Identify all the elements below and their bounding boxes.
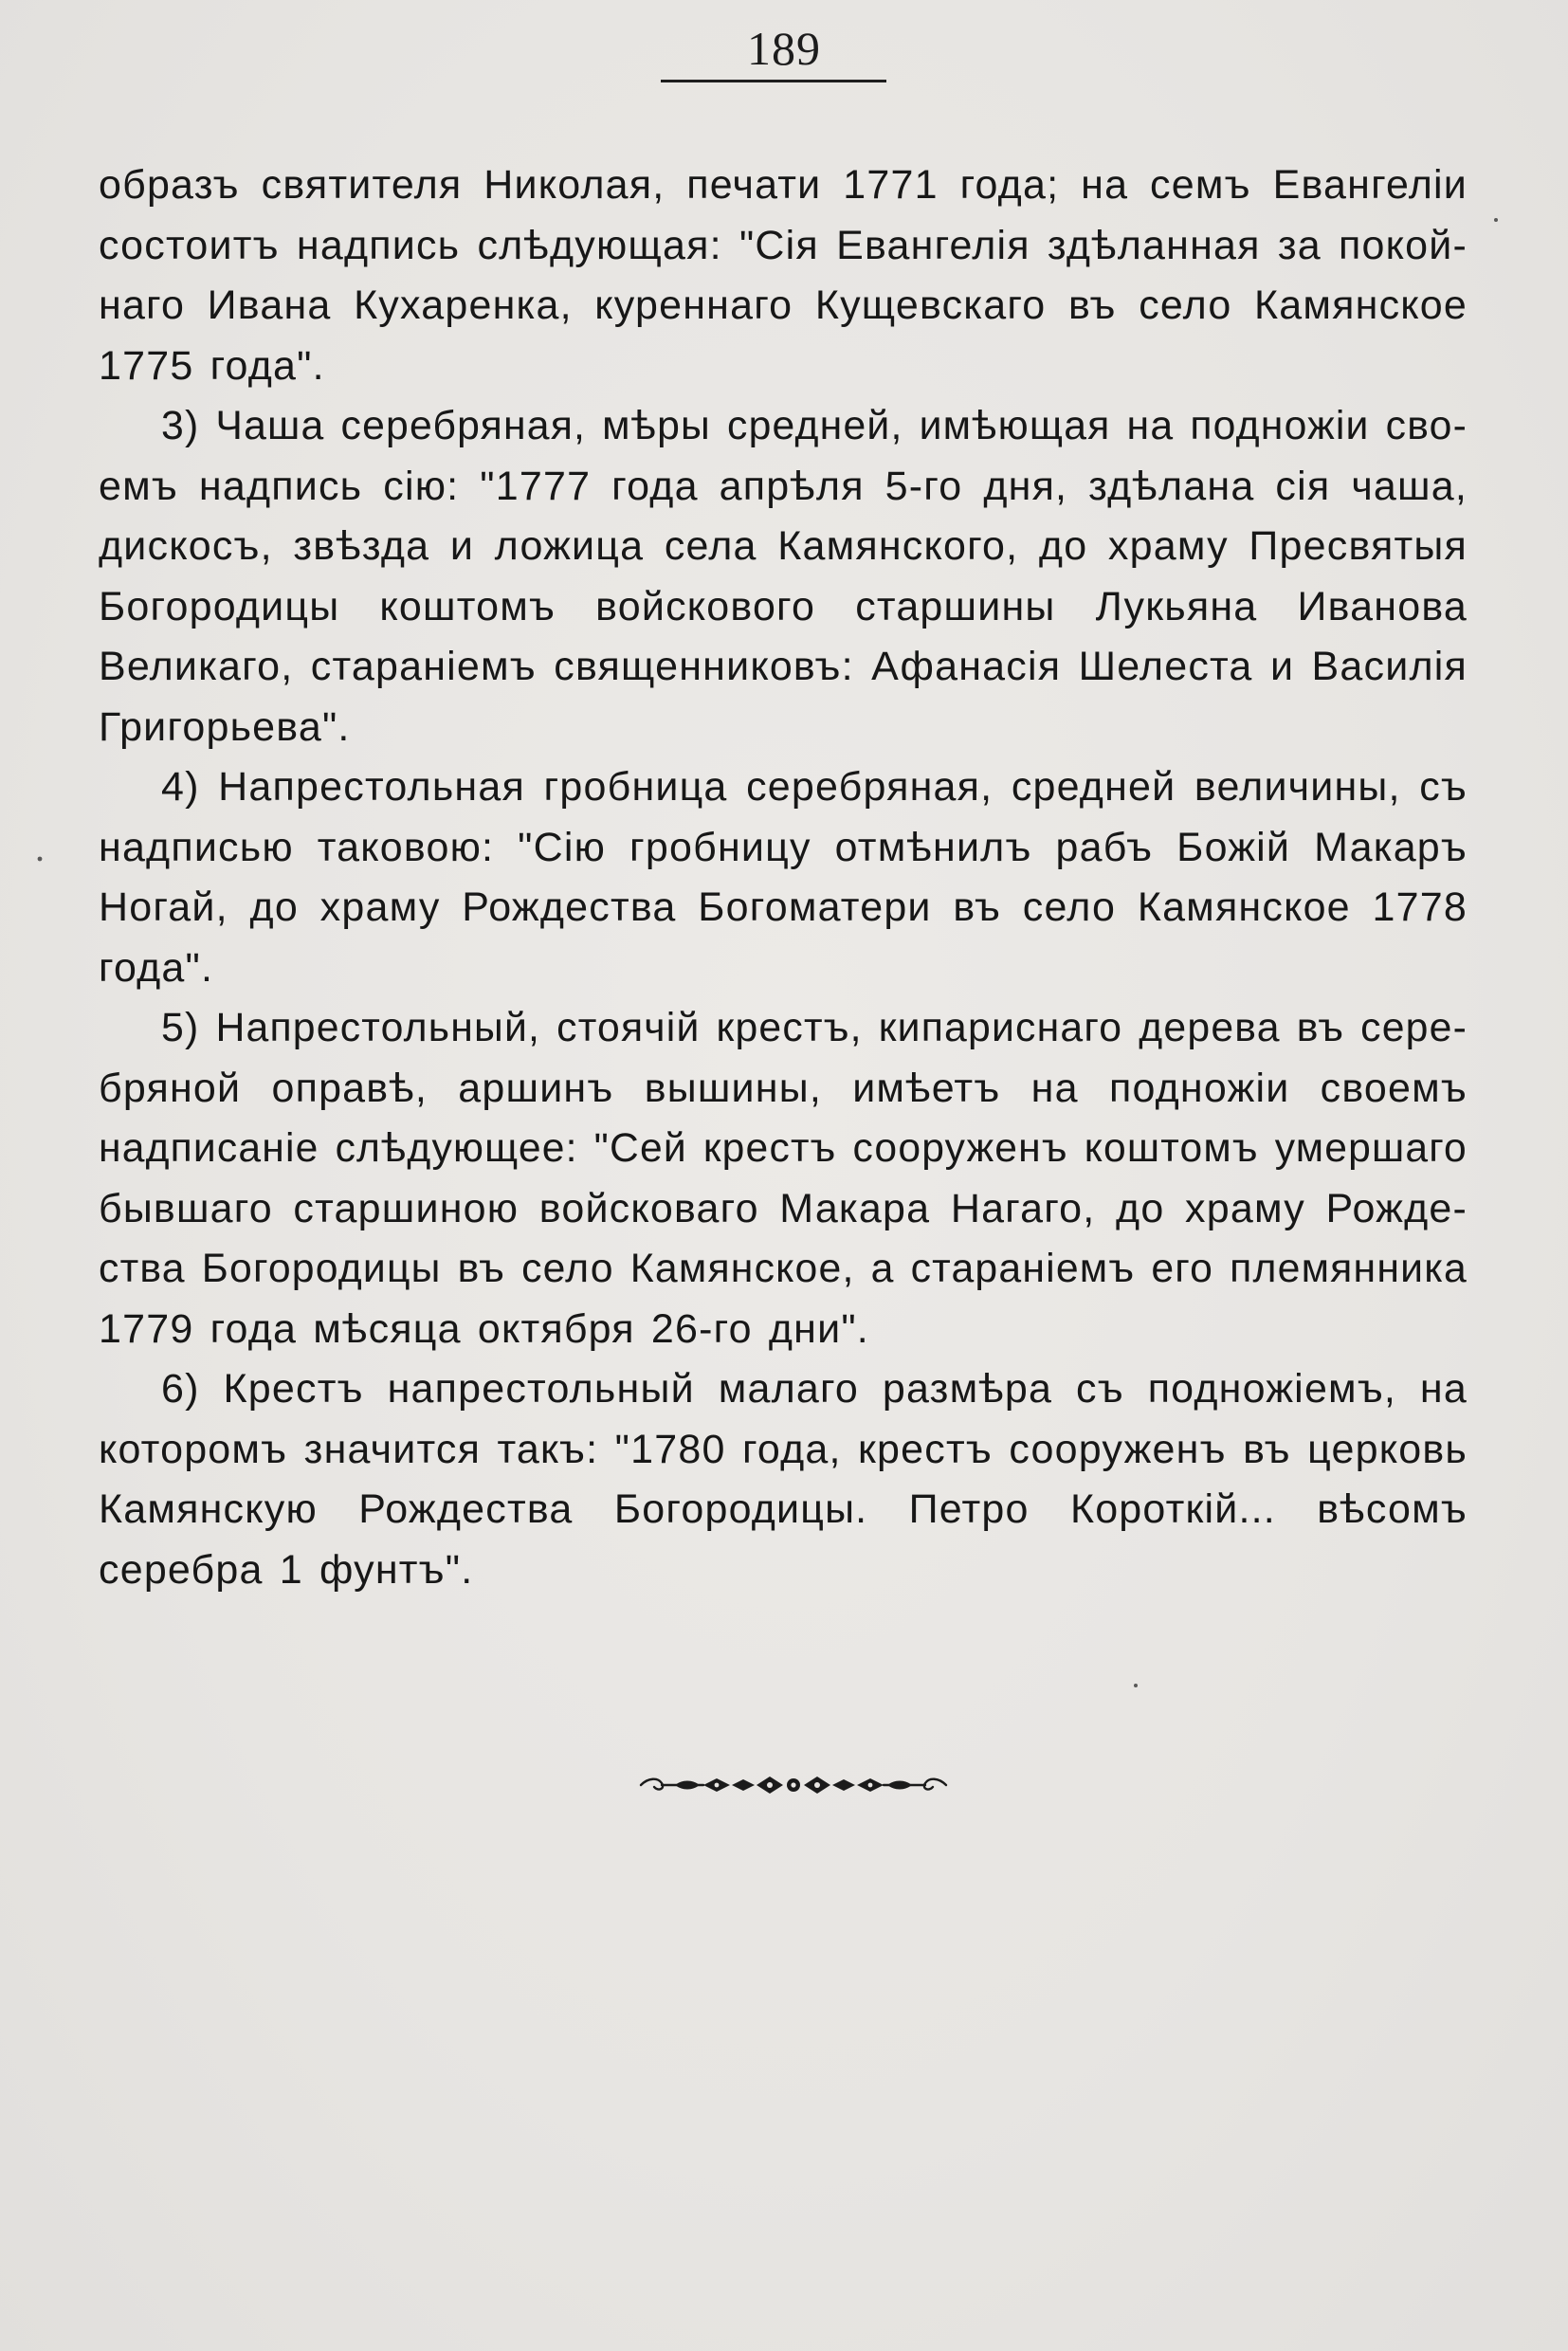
paragraph-1: [99, 155, 1468, 396]
text-line: бывшаго старшиною войсковаго Макара Нагаго, до храму Рожде-: [99, 1185, 1468, 1231]
text-line: 1779 года мѣсяца октября 26-го дни".: [99, 1305, 869, 1352]
text-line: Камянскую Рождества Богородицы. Петро Короткій... вѣсомъ: [99, 1486, 1468, 1532]
text-line: состоитъ надпись слѣдующая: "Сія Евангелія здѣланная за покой-: [99, 222, 1468, 268]
text-line: емъ надпись сію: "1777 года апрѣля 5-го дня, здѣлана сія чаша,: [99, 463, 1468, 509]
text-line: надписаніе слѣдующее: "Сей крестъ сооруженъ коштомъ умершаго: [99, 1125, 1468, 1171]
text-line: которомъ значится такъ: "1780 года, крестъ сооруженъ въ церковь: [99, 1426, 1468, 1472]
text-line: серебра 1 фунтъ".: [99, 1546, 474, 1593]
paragraph-item-4: [99, 757, 1468, 998]
body-text: [99, 155, 1468, 1600]
text-line: ства Богородицы въ село Камянское, а стараніемъ его племянника: [99, 1246, 1468, 1291]
paragraph-item-3: [99, 396, 1468, 757]
text-line: надписью таковою: "Сію гробницу отмѣнилъ рабъ Божій Макаръ: [99, 824, 1468, 870]
text-line: Богородицы коштомъ войскового старшины Лукьяна Иванова: [99, 583, 1468, 629]
text-line: бряной оправѣ, аршинъ вышины, имѣетъ на подножіи своемъ: [99, 1065, 1468, 1111]
text-line: Григорьева".: [99, 703, 351, 750]
page-number-underline: [661, 80, 886, 82]
text-line: 6) Крестъ напрестольный малаго размѣра съ подножіемъ, на: [161, 1366, 1468, 1412]
text-line: 1775 года".: [99, 342, 325, 389]
ornament-divider-icon: [637, 1765, 950, 1803]
text-line: Ногай, до храму Рождества Богоматери въ село Камянское 1778: [99, 884, 1468, 930]
text-line: образъ святителя Николая, печати 1771 года; на семъ Евангеліи: [99, 162, 1468, 208]
text-line: года".: [99, 944, 214, 991]
text-line: дискосъ, звѣзда и ложица села Камянского, до храму Пресвятыя: [99, 523, 1468, 569]
page-number: 189: [747, 22, 821, 75]
text-line: 5) Напрестольный, стоячій крестъ, кипариснаго дерева въ сере-: [160, 1005, 1468, 1050]
paragraph-item-5: [99, 998, 1468, 1359]
paragraph-item-6: [99, 1359, 1468, 1600]
text-line: наго Ивана Кухаренка, куреннаго Кущевскаго въ село Камянское: [99, 282, 1468, 328]
text-line: 3) Чаша серебряная, мѣры средней, имѣющая на подножіи сво-: [160, 403, 1468, 448]
text-line: Великаго, стараніемъ священниковъ: Афанасія Шелеста и Василія: [99, 644, 1468, 689]
text-line: 4) Напрестольная гробница серебряная, средней величины, съ: [161, 764, 1468, 810]
